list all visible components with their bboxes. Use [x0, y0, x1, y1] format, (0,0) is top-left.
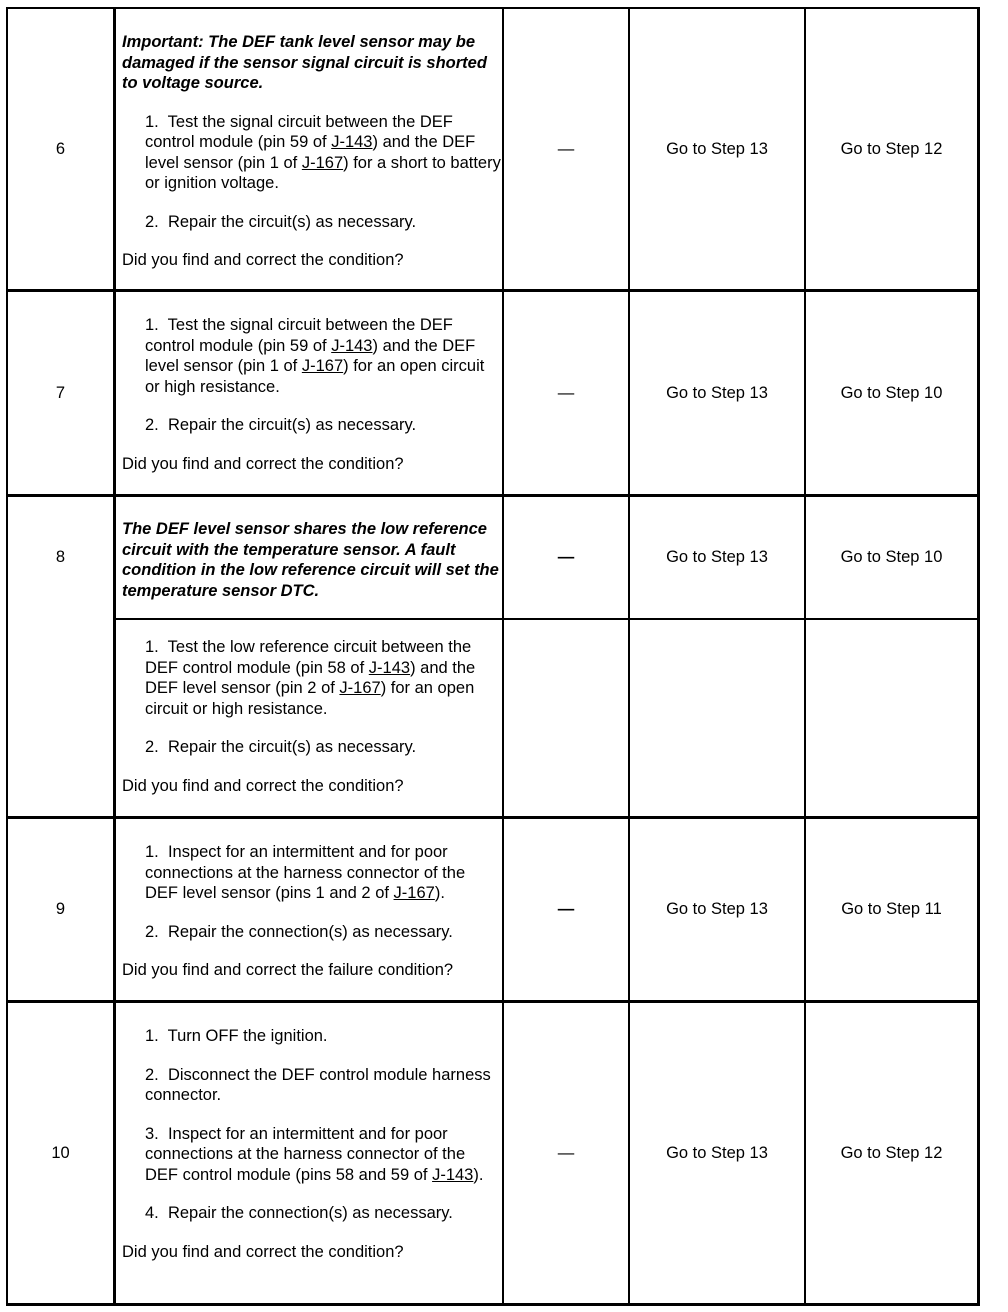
no-result: Go to Step 10	[840, 383, 943, 402]
yes-result: Go to Step 13	[666, 139, 768, 158]
values-cell: —	[557, 139, 575, 158]
step-question: Did you find and correct the failure condition?	[122, 961, 454, 979]
action-step: 2. Repair the circuit(s) as necessary.	[145, 212, 417, 231]
important-note: Important: The DEF tank level sensor may be damaged if the sensor signal circuit is shorted to voltage source.	[122, 33, 487, 92]
step-action	[116, 1026, 502, 1262]
connector-link[interactable]: J-167	[393, 884, 435, 902]
step-action	[116, 842, 502, 981]
no-result: Go to Step 11	[841, 900, 942, 919]
values-cell: —	[557, 900, 575, 919]
step-number: 7	[55, 383, 66, 402]
step-action	[116, 637, 502, 796]
no-result: Go to Step 12	[840, 1143, 943, 1162]
important-note: The DEF level sensor shares the low reference circuit with the temperature sensor. A fault condition in the low reference circuit will set the temperature sensor DTC.	[122, 520, 499, 600]
action-step: 1. Test the signal circuit between the DEF control module (pin 59 of J-143) and the DEF level sensor (pin 1 of J-167) for a short to battery or ignition voltage.	[145, 112, 501, 192]
step-question: Did you find and correct the condition?	[122, 251, 404, 269]
step-question: Did you find and correct the condition?	[122, 1242, 404, 1261]
action-step: 1. Turn OFF the ignition.	[145, 1027, 328, 1045]
step-number: 10	[51, 1143, 70, 1162]
step-number: 8	[55, 548, 66, 567]
connector-link[interactable]: J-143	[331, 133, 373, 151]
connector-link[interactable]: J-143	[368, 658, 411, 677]
yes-result: Go to Step 13	[666, 548, 768, 567]
action-step: 3. Inspect for an intermittent and for poor connections at the harness connector of the DEF control module (pins 58 and 59 of J-143).	[145, 1124, 484, 1184]
action-step: 2. Repair the connection(s) as necessary.	[145, 922, 453, 941]
connector-link[interactable]: J-143	[432, 1165, 474, 1184]
yes-result: Go to Step 13	[666, 1143, 768, 1162]
table-border-right	[977, 7, 980, 1306]
action-step: 1. Test the signal circuit between the DEF control module (pin 59 of J-143) and the DEF level sensor (pin 1 of J-167) for an open circuit or high resistance.	[145, 316, 485, 396]
action-step: 2. Repair the circuit(s) as necessary.	[145, 738, 417, 756]
step-number: 6	[55, 139, 66, 158]
action-step: 1. Inspect for an intermittent and for poor connections at the harness connector of the DEF level sensor (pins 1 and 2 of J-167).	[145, 843, 466, 902]
action-step: 4. Repair the connection(s) as necessary.	[145, 1204, 453, 1222]
no-result: Go to Step 10	[840, 548, 943, 567]
action-step: 2. Disconnect the DEF control module harness connector.	[145, 1065, 491, 1104]
connector-link[interactable]: J-143	[331, 336, 373, 355]
step-number: 9	[55, 900, 66, 919]
connector-link[interactable]: J-167	[301, 153, 344, 172]
action-step: 1. Test the low reference circuit between the DEF control module (pin 58 of J-143) and the DEF level sensor (pin 2 of J-167) for an open circuit or high resistance.	[145, 638, 476, 718]
step-action	[116, 315, 502, 474]
action-step: 2. Repair the circuit(s) as necessary.	[145, 416, 417, 434]
step-question: Did you find and correct the condition?	[122, 776, 404, 795]
connector-link[interactable]: J-167	[339, 679, 381, 697]
step-action	[116, 519, 502, 601]
row-subdivider	[116, 618, 980, 620]
yes-result: Go to Step 13	[666, 383, 768, 402]
values-cell: —	[557, 1143, 575, 1162]
values-cell: —	[557, 383, 575, 402]
step-question: Did you find and correct the condition?	[122, 454, 404, 473]
values-cell: —	[557, 548, 575, 567]
yes-result: Go to Step 13	[666, 900, 768, 919]
table-border-bottom	[6, 1303, 980, 1306]
no-result: Go to Step 12	[840, 139, 943, 158]
connector-link[interactable]: J-167	[301, 357, 344, 375]
step-action	[116, 32, 502, 271]
